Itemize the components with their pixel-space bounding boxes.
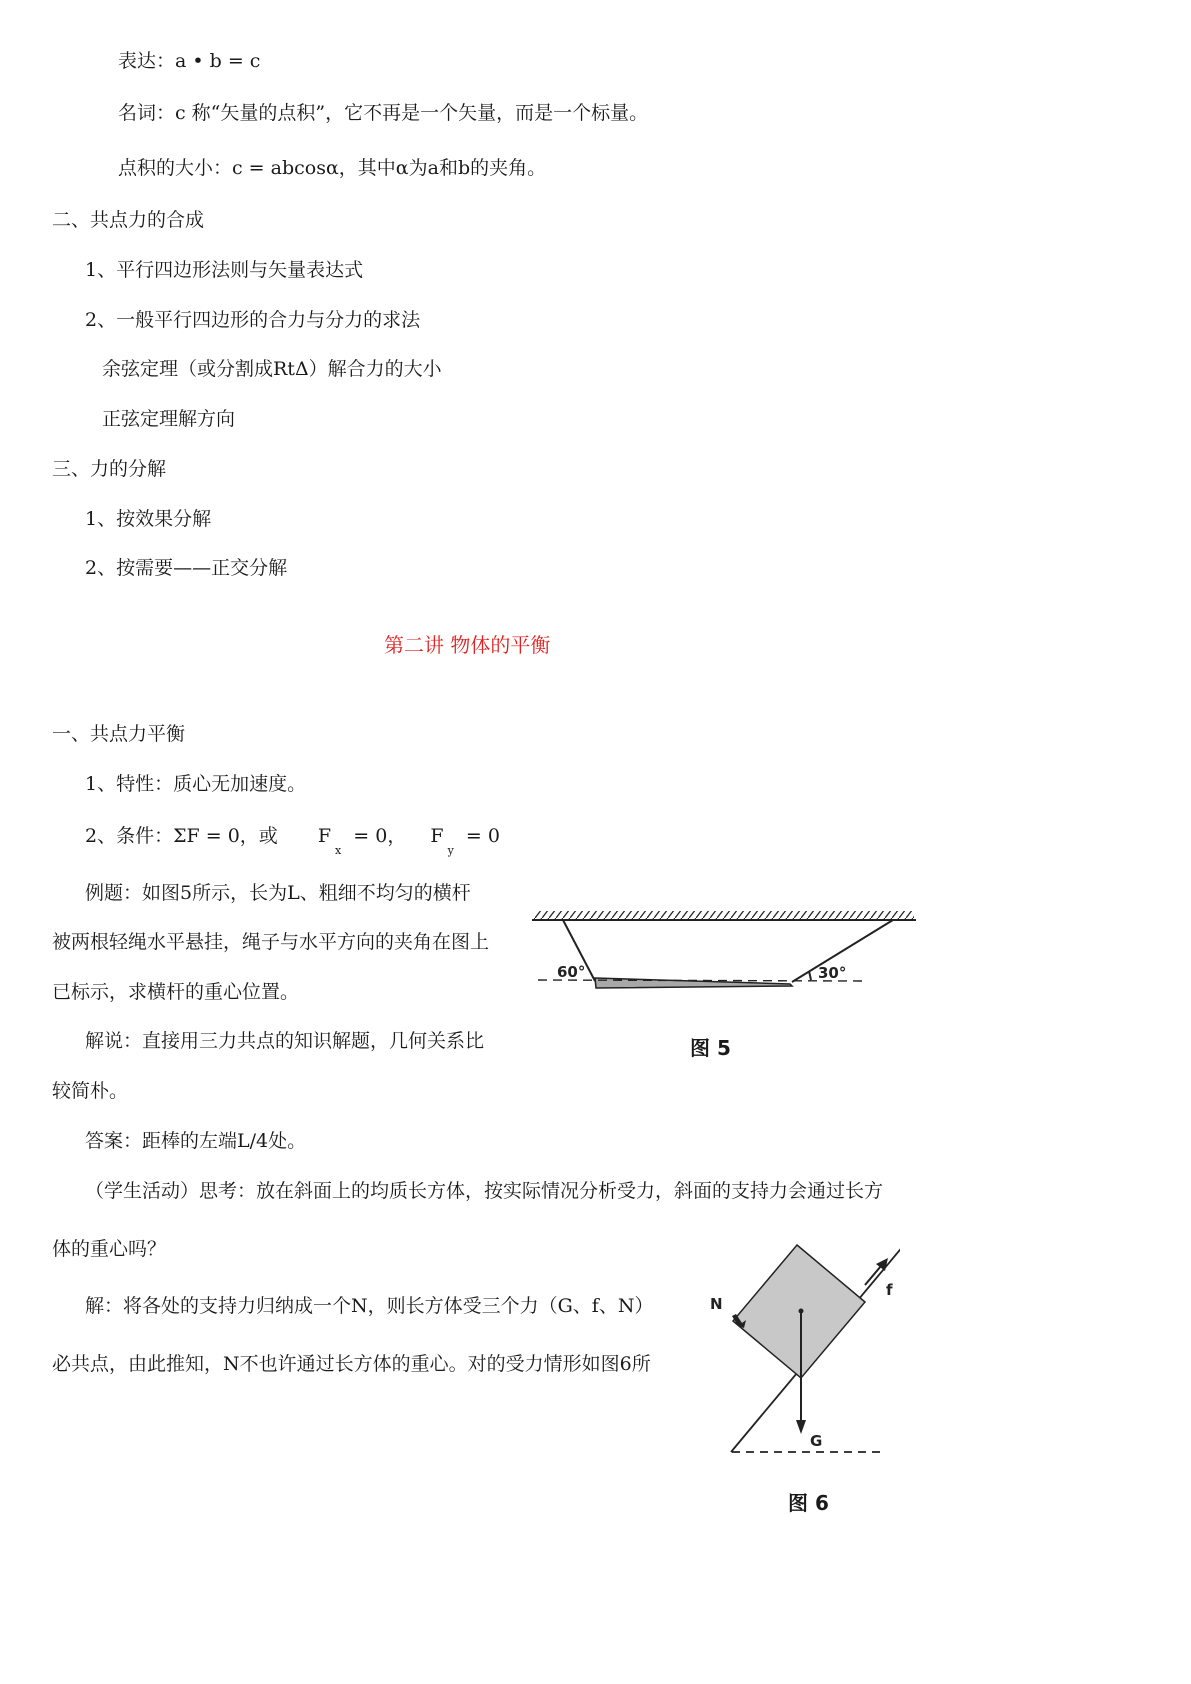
- dot-product-term: 名词：c 称“矢量的点积”，它不再是一个矢量，而是一个标量。: [118, 102, 649, 124]
- solution-text: 较简朴。: [52, 1080, 129, 1102]
- section-heading-composition: 二、共点力的合成: [52, 209, 205, 231]
- condition-fx-value: = 0，: [353, 825, 407, 847]
- ceiling: [532, 911, 916, 920]
- condition-fy: F: [430, 825, 444, 847]
- equilibrium-condition: [85, 825, 500, 857]
- label-g: G: [810, 1432, 823, 1450]
- student-activity: 体的重心吗？: [52, 1238, 167, 1260]
- gravity-arrowhead: [796, 1420, 806, 1434]
- angle-tick: [809, 971, 811, 980]
- figure-6-caption: 图 6: [788, 1491, 829, 1515]
- solution-text: 必共点，由此推知，N不也许通过长方体的重心。对的受力情形如图6所: [52, 1353, 651, 1375]
- list-item: 2、一般平行四边形的合力与分力的求法: [85, 309, 421, 331]
- solution-text: 解说：直接用三力共点的知识解题，几何关系比: [85, 1030, 485, 1052]
- angle-60-label: 60°: [557, 963, 586, 981]
- lecture-title: 第二讲 物体的平衡: [384, 633, 551, 657]
- condition-fx: F: [317, 825, 332, 847]
- figure-5-caption: 图 5: [690, 1036, 731, 1060]
- list-item: 1、特性：质心无加速度。: [85, 773, 307, 795]
- dot-product-expression: 表达：a • b = c: [118, 50, 261, 72]
- condition-sum: 2、条件：ΣF = 0，或: [85, 825, 278, 847]
- label-f: f: [886, 1281, 893, 1299]
- angle-30-label: 30°: [818, 964, 847, 982]
- section-heading-equilibrium: 一、共点力平衡: [52, 723, 186, 745]
- list-item: 余弦定理（或分割成RtΔ）解合力的大小: [102, 358, 442, 380]
- condition-fy-value: = 0: [465, 825, 500, 847]
- label-n: N: [710, 1295, 723, 1313]
- figure-6-diagram: [700, 1232, 900, 1462]
- example-text: 被两根轻绳水平悬挂，绳子与水平方向的夹角在图上: [52, 931, 490, 953]
- list-item: 2、按需要——正交分解: [85, 557, 288, 579]
- list-item: 1、按效果分解: [85, 508, 212, 530]
- example-text: 例题：如图5所示，长为L、粗细不均匀的横杆: [85, 882, 471, 904]
- solution-text: 解：将各处的支持力归纳成一个N，则长方体受三个力（G、f、N）: [85, 1295, 654, 1317]
- subscript-x: x: [335, 844, 342, 857]
- subscript-y: y: [447, 844, 454, 857]
- dot-product-magnitude: 点积的大小：c = abcosα，其中α为a和b的夹角。: [118, 157, 547, 179]
- example-text: 已标示，求横杆的重心位置。: [52, 981, 300, 1003]
- answer-text: 答案：距棒的左端L/4处。: [85, 1130, 307, 1152]
- section-heading-decomposition: 三、力的分解: [52, 458, 167, 480]
- rod: [595, 978, 792, 988]
- student-activity: （学生活动）思考：放在斜面上的均质长方体，按实际情况分析受力，斜面的支持力会通过长方: [85, 1180, 884, 1202]
- list-item: 正弦定理解方向: [102, 408, 236, 430]
- list-item: 1、平行四边形法则与矢量表达式: [85, 259, 364, 281]
